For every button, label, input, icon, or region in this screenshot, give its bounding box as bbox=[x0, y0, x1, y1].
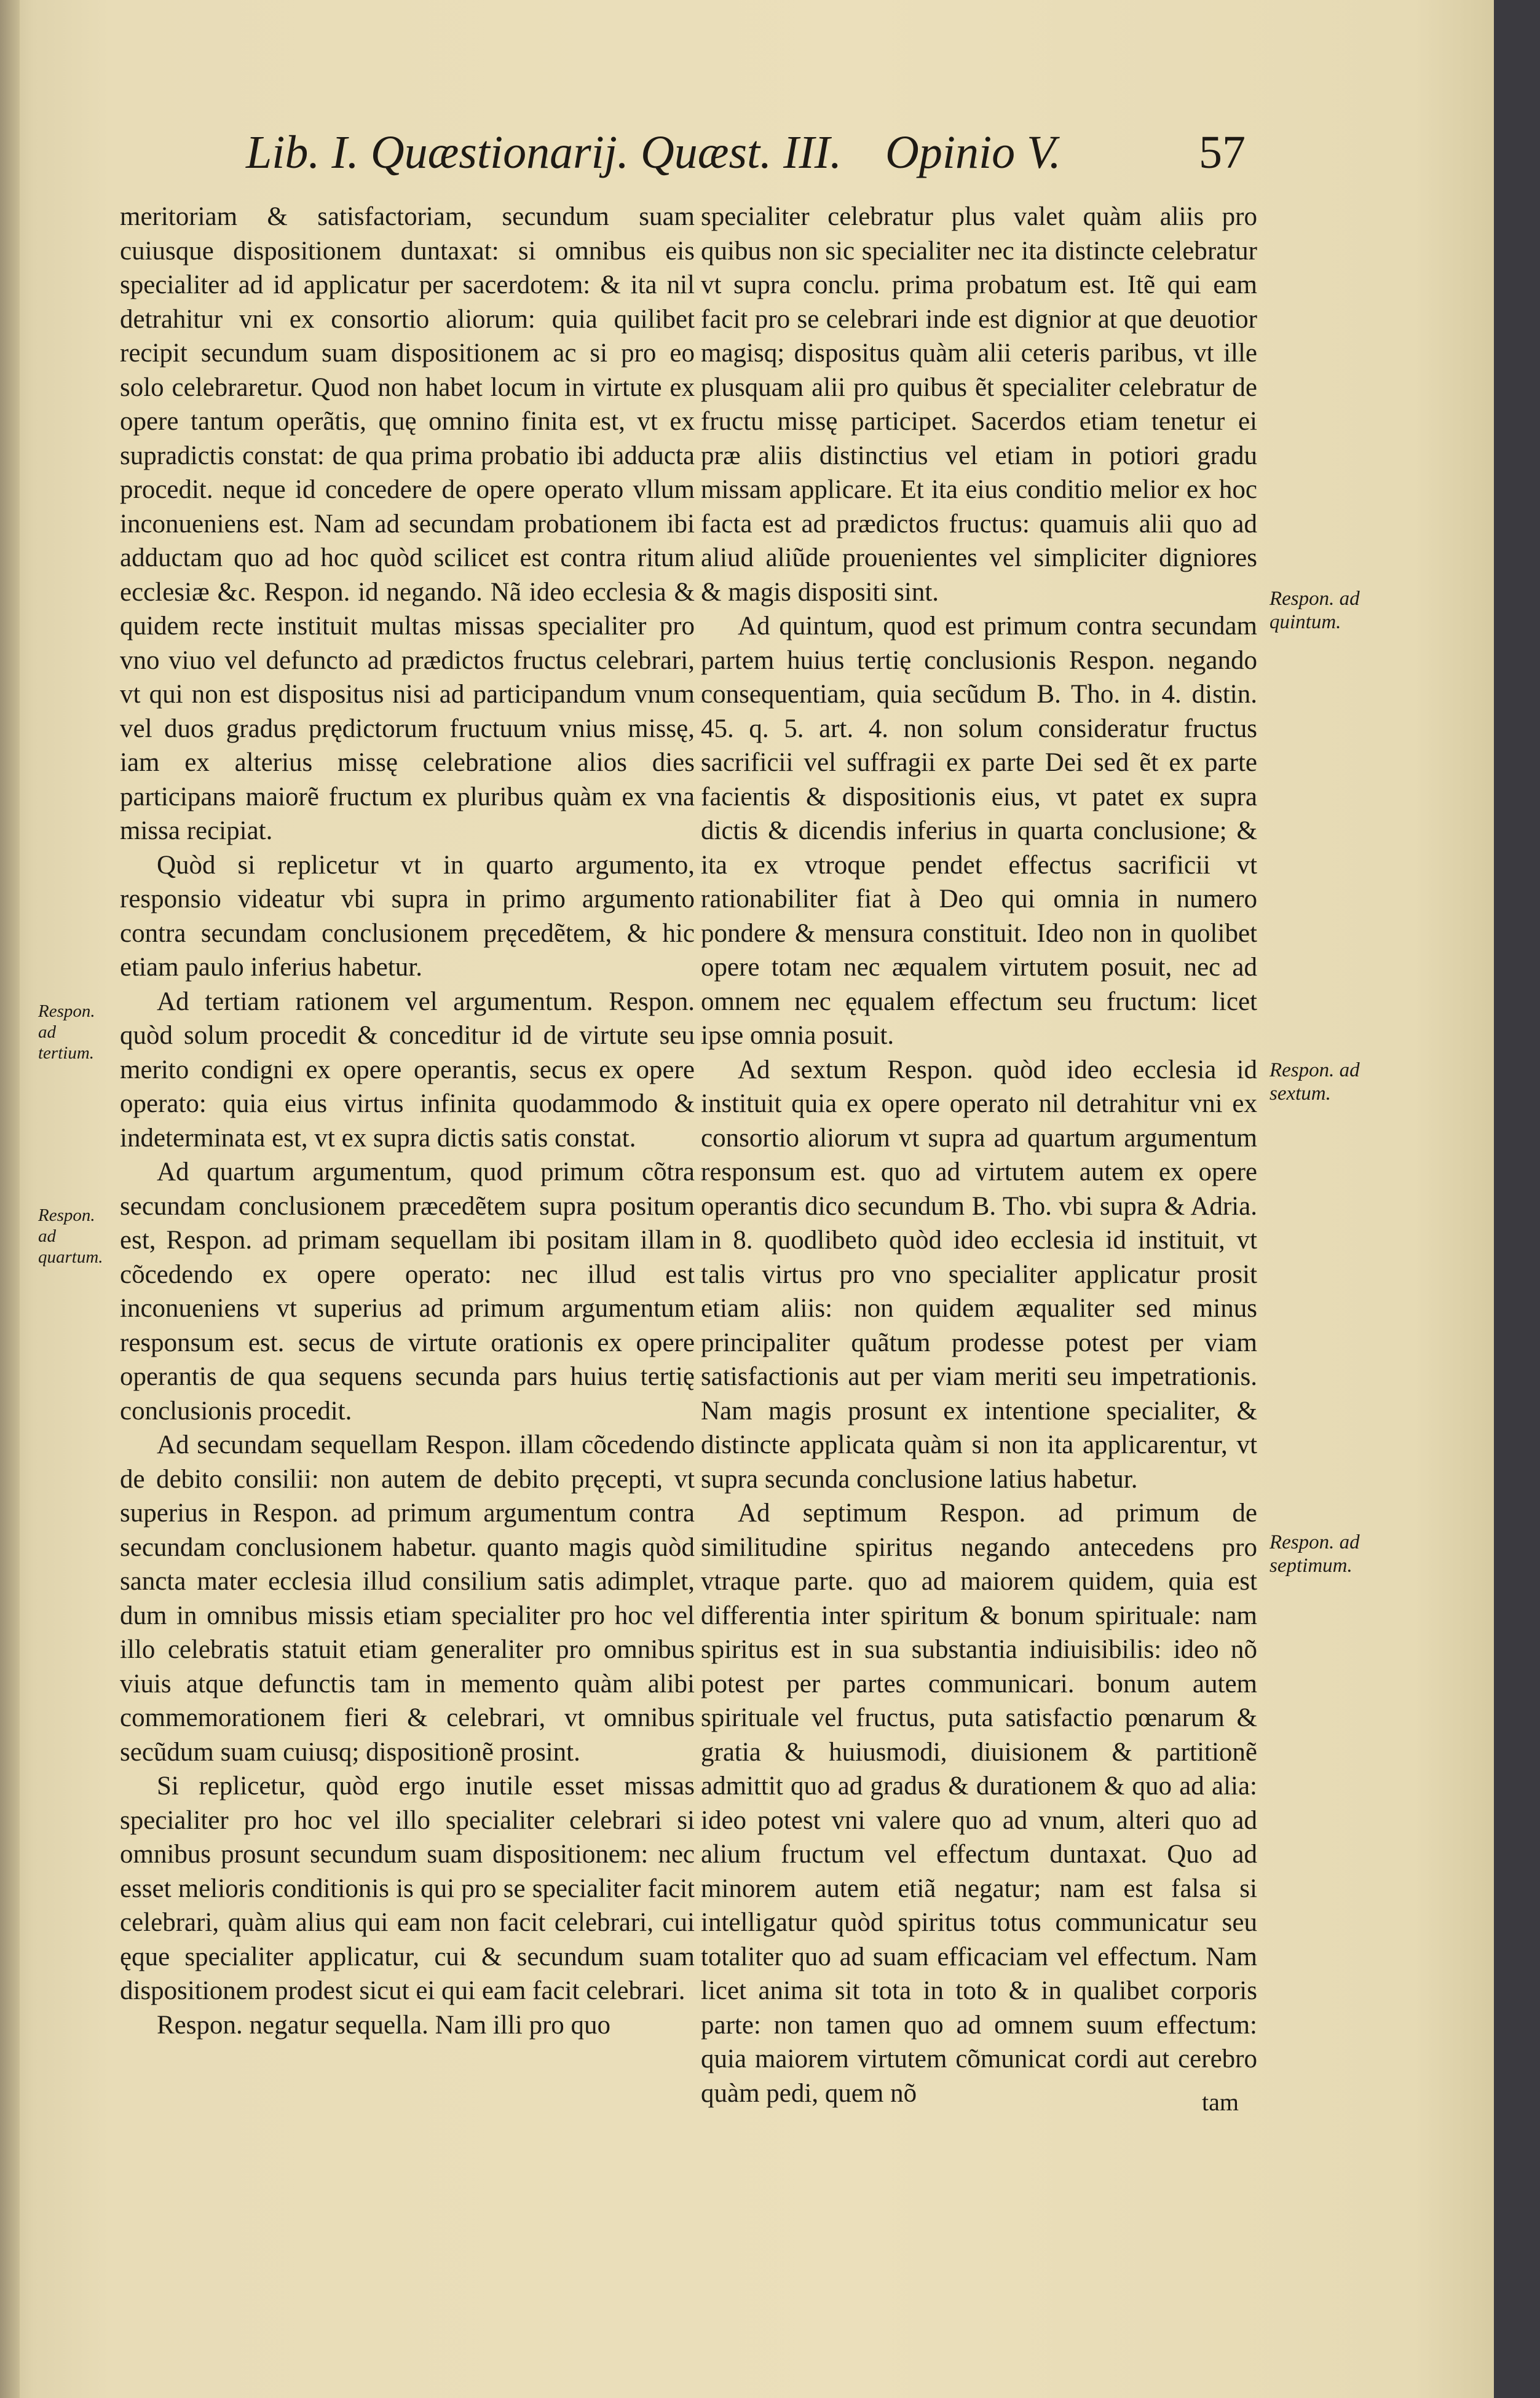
paragraph: Quòd si replicetur vt in quarto argumento, responsio videatur vbi supra in primo argumento contra secundam conclusionem pręcedẽtem, & hic etiam paulo inferius habetur. bbox=[120, 850, 695, 982]
page-number: 57 bbox=[1199, 127, 1246, 178]
background-edge bbox=[1491, 0, 1540, 2398]
paragraph: Ad quartum argumentum, quod primum cõtra secundam conclusionem præcedẽtem supra positum est, Respon. ad primam sequellam ibi positam illam cõcedendo ex opere operato: nec illud est inconueniens vt superius ad primum argumentum responsum est. secus de virtute orationis ex opere operantis de qua sequens secunda pars huius tertię conclusionis procedit. bbox=[120, 1158, 695, 1426]
margin-note-sextum: Respon. ad sextum. bbox=[1270, 1059, 1360, 1105]
margin-note-tertium: Respon. ad tertium. bbox=[38, 1001, 95, 1063]
running-head-section: Opinio V. bbox=[885, 127, 1061, 178]
catchword: tam bbox=[1202, 2088, 1239, 2116]
right-column bbox=[701, 200, 1257, 2110]
margin-note-quartum: Respon. ad quartum. bbox=[38, 1205, 103, 1267]
margin-note-septimum: Respon. ad septimum. bbox=[1270, 1531, 1360, 1577]
left-column bbox=[120, 200, 695, 2042]
paragraph: Ad sextum Respon. quòd ideo ecclesia id instituit quia ex opere operato nil detrahitur vni ex consortio aliorum vt supra ad quartum argumentum responsum est. quo ad virtutem autem ex opere operantis dico secundum B. Tho. vbi supra & Adria. in 8. quodlibeto quòd ideo ecclesia id instituit, vt talis virtus pro vno specialiter applicatur prosit etiam aliis: non quidem æqualiter sed minus principaliter quãtum prodesse potest per viam satisfactionis aut per viam meriti seu impetrationis. Nam magis prosunt ex intentione specialiter, & distincte applicata quàm si non ita applicarentur, vt supra secunda conclusione latius habetur. bbox=[701, 1055, 1257, 1494]
binding-gutter bbox=[0, 0, 20, 2398]
paragraph: Respon. negatur sequella. Nam illi pro quo bbox=[157, 2010, 611, 2040]
running-head-title: Lib. I. Quæstionarij. Quæst. III. bbox=[246, 127, 842, 178]
paragraph: Ad septimum Respon. ad primum de similitudine spiritus negando antecedens pro vtraque parte. quo ad maiorem quidem, quia est differentia inter spiritum & bonum spirituale: nam spiritus est in sua substantia indiuisibilis: ideo nõ potest per partes communicari. bonum autem spirituale vel fructus, puta satisfactio pœnarum & gratia & huiusmodi, diuisionem & partitionẽ admittit quo ad gradus & durationem & quo ad alia: ideo potest vni valere quo ad vnum, alteri quo ad alium fructum vel effectum duntaxat. Quo ad minorem autem etiã negatur; nam est falsa si intelligatur quòd spiritus totus communicatur seu totaliter quo ad suam efficaciam vel effectum. Nam licet anima sit tota in toto & in qualibet corporis parte: non tamen quo ad omnem suum effectum: quia maiorem virtutem cõmunicat cordi aut cerebro quàm pedi, quem nõ bbox=[701, 1499, 1257, 2108]
paragraph: Ad secundam sequellam Respon. illam cõcedendo de debito consilii: non autem de debito pręcepti, vt superius in Respon. ad primum argumentum contra secundam conclusionem habetur. quanto magis quòd sancta mater ecclesia illud consilium satis adimplet, dum in omnibus missis etiam specialiter pro hoc vel illo celebratis statuit etiam generaliter pro omnibus viuis atque defunctis tam in memento quàm alibi commemorationem fieri & celebrari, vt omnibus secũdum suam cuiusq; dispositionẽ prosint. bbox=[120, 1430, 695, 1767]
margin-note-quintum: Respon. ad quintum. bbox=[1270, 588, 1360, 633]
paragraph: Si replicetur, quòd ergo inutile esset missas specialiter pro hoc vel illo specialiter celebrari si omnibus prosunt secundum suam dispositionem: nec esset melioris conditionis is qui pro se specialiter facit celebrari, quàm alius qui eam non facit celebrari, cui ęque specialiter applicatur, cui & secundum suam dispositionem prodest sicut ei qui eam facit celebrari. bbox=[120, 1772, 695, 2005]
paragraph: Ad quintum, quod est primum contra secundam partem huius tertię conclusionis Respon. negando consequentiam, quia secũdum B. Tho. in 4. distin. 45. q. 5. art. 4. non solum consideratur fructus sacrificii vel suffragii ex parte Dei sed ẽt ex parte facientis & dispositionis eius, vt patet ex supra dictis & dicendis inferius in quarta conclusione; & ita ex vtroque pendet effectus sacrificii vt rationabiliter fiat à Deo qui omnia in numero pondere & mensura constituit. Ideo non in quolibet opere totam nec æqualem virtutem posuit, nec ad omnem nec ęqualem effectum seu fructum: licet ipse omnia posuit. bbox=[701, 612, 1257, 1050]
running-head bbox=[0, 126, 1494, 181]
paragraph: Ad tertiam rationem vel argumentum. Respon. quòd solum procedit & conceditur id de virtute seu merito condigni ex opere operantis, secus ex opere operato: quia eius virtus infinita quodammodo & indeterminata est, vt ex supra dictis satis constat. bbox=[120, 987, 695, 1153]
paragraph: meritoriam & satisfactoriam, secundum suam cuiusque dispositionem duntaxat: si omnibus eis specialiter ad id applicatur per sacerdotem: & ita nil detrahitur vni ex consortio aliorum: quia quilibet recipit secundum suam dispositionem ac si pro eo solo celebraretur. Quod non habet locum in virtute ex opere tantum operãtis, quę omnino finita est, vt ex supradictis constat: de qua prima probatio ibi adducta procedit. neque id concedere de opere operato vllum inconueniens est. Nam ad secundam probationem ibi adductam quo ad hoc quòd scilicet est contra ritum ecclesiæ &c. Respon. id negando. Nã ideo ecclesia & quidem recte instituit multas missas specialiter pro vno viuo vel defuncto ad prædictos fructus celebrari, vt qui non est dispositus nisi ad participandum vnum vel duos gradus prędictorum fructuum vnius missę, iam ex alterius missę celebratione alios dies participans maiorẽ fructum ex pluribus quàm ex vna missa recipiat. bbox=[120, 202, 695, 845]
paragraph: specialiter celebratur plus valet quàm aliis pro quibus non sic specialiter nec ita distincte celebratur vt supra conclu. prima probatum est. Itẽ qui eam facit pro se celebrari inde est dignior at que deuotior magisq; dispositus quàm alii ceteris paribus, vt ille plusquam alii pro quibus ẽt specialiter celebratur de fructu missę participet. Sacerdos etiam tenetur ei præ aliis distinctius vel etiam in potiori gradu missam applicare. Et ita eius conditio melior ex hoc facta est ad prædictos fructus: quamuis alii quo ad aliud aliũde prouenientes vel simpliciter digniores & magis dispositi sint. bbox=[701, 202, 1257, 607]
